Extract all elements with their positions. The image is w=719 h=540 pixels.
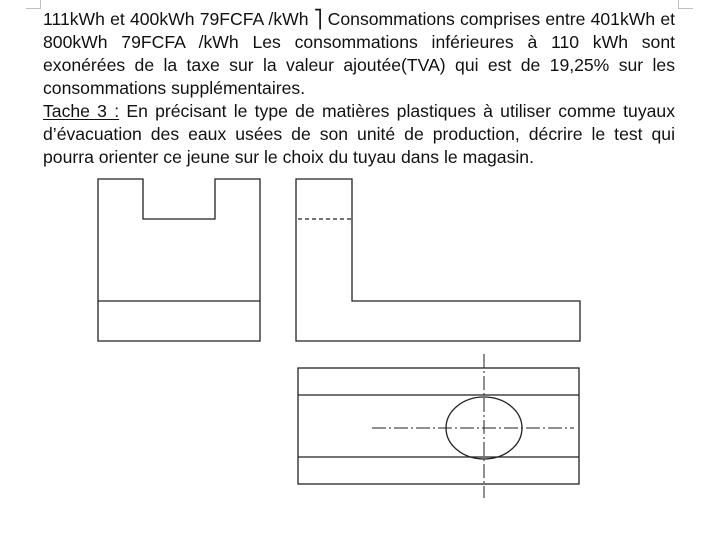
task-label: Tache 3 : — [43, 101, 120, 121]
top-view — [298, 354, 579, 498]
task-text: En précisant le type de matières plastiques à utiliser comme tuyaux d’évacuation des eaux usées de son unité de production, décrire le test qui pourra orienter ce jeune sur le choix du tuyau dans le magasin. — [43, 101, 675, 167]
side-view — [296, 179, 580, 341]
front-view-outline — [98, 179, 260, 341]
top-view-outline — [298, 368, 579, 484]
front-view — [98, 179, 260, 341]
tariff-paragraph: 111kWh et 400kWh 79FCFA /kWh ⎤ Consommations comprises entre 401kWh et 800kWh 79FCFA /kWh Les consommations inférieures à 110 kWh sont exonérées de la taxe sur la valeur ajoutée(TVA) qui est de 19,25% sur les consommations supplémentaires. — [43, 9, 675, 98]
side-view-outline — [296, 179, 580, 341]
